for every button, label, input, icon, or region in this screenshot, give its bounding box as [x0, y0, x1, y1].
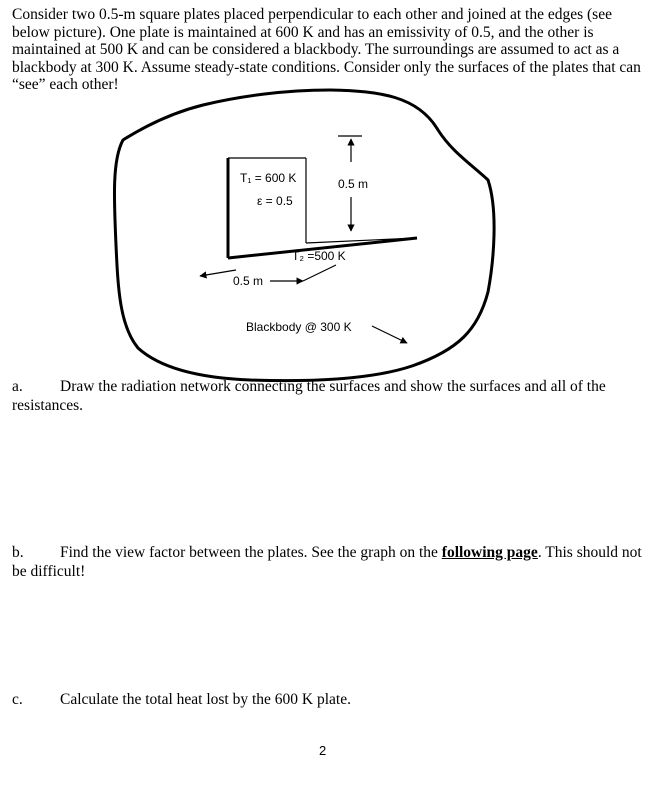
following-page-link[interactable]: following page	[441, 544, 538, 561]
width-label: 0.5 m	[233, 274, 264, 288]
question-b-text-before: Find the view factor between the plates. See the graph on the	[60, 544, 442, 561]
question-b	[12, 543, 652, 581]
page-number: 2	[319, 743, 327, 758]
surroundings-enclosure	[114, 90, 494, 381]
plate-1-temperature: T₁ = 600 K	[240, 171, 297, 185]
surroundings-arrow	[372, 326, 407, 343]
question-a	[12, 377, 652, 415]
question-b-text-after: . This should not be difficult!	[12, 544, 642, 580]
question-c-letter: c.	[12, 691, 23, 708]
width-dimension	[200, 265, 336, 281]
height-label: 0.5 m	[338, 177, 369, 191]
plate-1-emissivity: ε = 0.5	[257, 194, 293, 208]
question-a-text: Draw the radiation network connecting the surfaces and show the surfaces and all of the resistances.	[12, 378, 606, 414]
question-c-text: Calculate the total heat lost by the 600 K plate.	[60, 691, 351, 708]
plate-2-temperature: T₂ =500 K	[292, 249, 346, 263]
question-c	[12, 690, 652, 709]
question-b-letter: b.	[12, 544, 24, 561]
problem-statement: Consider two 0.5-m square plates placed perpendicular to each other and joined at the edges (see below picture). One plate is maintained at 600 K and has an emissivity of 0.5, and the other is maintained at 500 K and can be considered a blackbody. The surroundings are assumed to act as a blackbody at 300 K. Assume steady-state conditions. Consider only the surfaces of the plates that can “see” each other!	[12, 6, 641, 93]
question-a-letter: a.	[12, 378, 23, 395]
surroundings-label: Blackbody @ 300 K	[246, 320, 352, 334]
